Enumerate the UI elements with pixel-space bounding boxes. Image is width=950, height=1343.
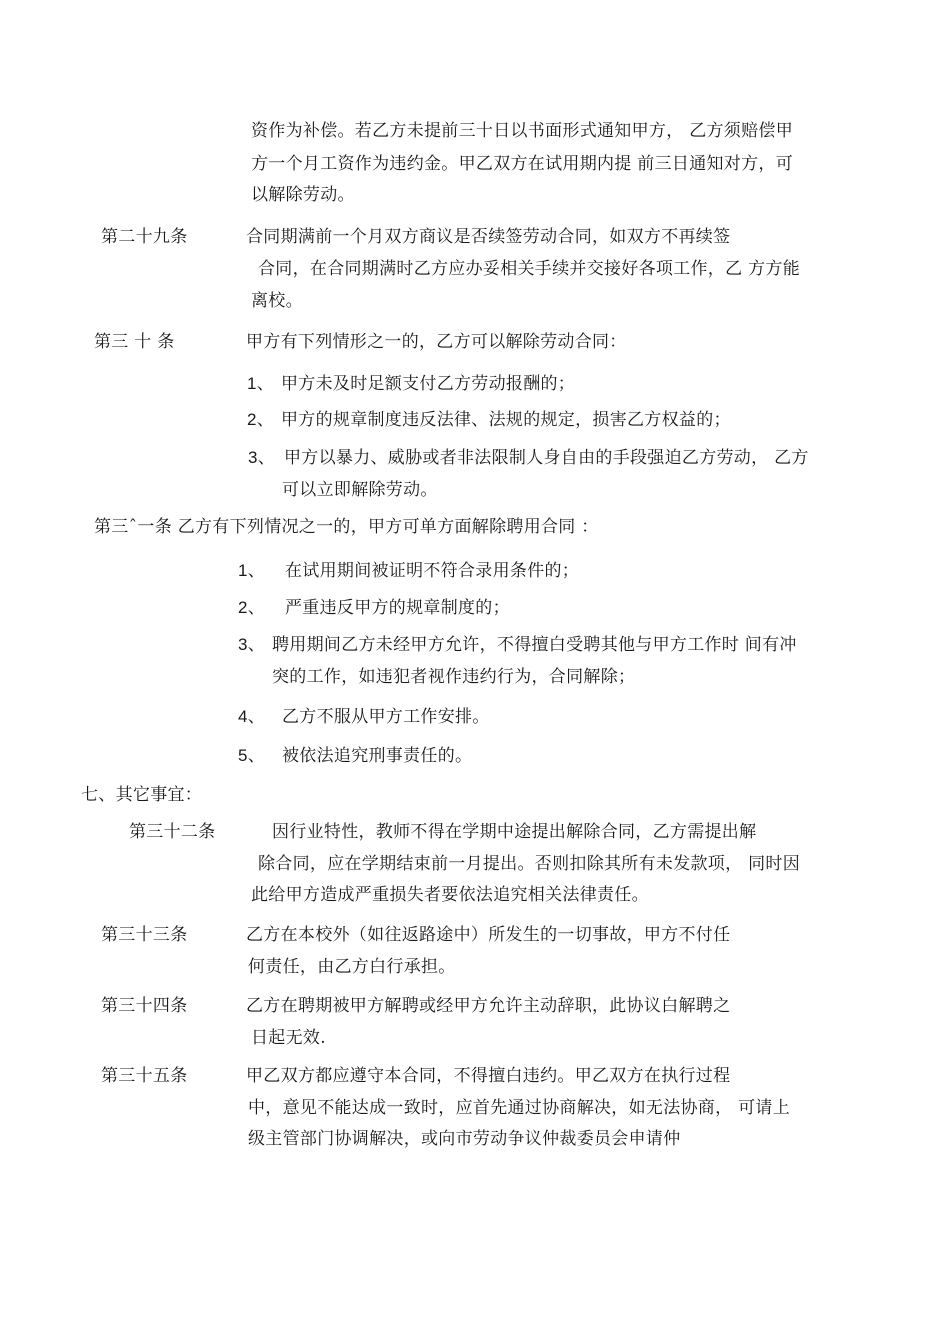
list-item: 被依法追究刑事责任的。 — [282, 746, 473, 766]
article-32-label: 第三十二条 — [129, 822, 216, 842]
list-item: 严重违反甲方的规章制度的； — [285, 598, 510, 618]
list-number: 1、 — [247, 374, 275, 393]
paragraph-line: 级主管部门协调解决，或向市劳动争议仲裁委员会申请仲 — [248, 1129, 681, 1149]
list-item: 聘用期间乙方未经甲方允许，不得擅白受聘其他与甲方工作时 间有冲 — [272, 635, 797, 655]
paragraph-line: 中，意见不能达成一致时，应首先通过协商解决，如无法协商， 可请上 — [248, 1098, 791, 1118]
list-number: 3、 — [248, 448, 276, 467]
list-number: 2、 — [238, 598, 266, 617]
paragraph-line: 离校。 — [251, 291, 303, 311]
article-29-label: 第二十九条 — [101, 227, 188, 247]
paragraph-line: 此给甲方造成严重损失者要依法追究相关法律责任。 — [251, 885, 649, 905]
article-33-label: 第三十三条 — [101, 925, 188, 945]
paragraph-line: 合同期满前一个月双方商议是否续签劳动合同，如双方不再续签 — [246, 227, 731, 247]
list-number: 1、 — [238, 561, 266, 580]
paragraph-line: 何责任，由乙方白行承担。 — [248, 957, 456, 977]
paragraph-line: 合同，在合同期满时乙方应办妥相关手续并交接好各项工作，乙 方方能 — [258, 259, 801, 279]
section-heading: 七、其它事宜： — [81, 785, 203, 805]
list-item: 可以立即解除劳动。 — [282, 480, 438, 500]
paragraph-line: 乙方在聘期被甲方解聘或经甲方允许主动辞职，此协议白解聘之 — [246, 996, 731, 1016]
article-30-label: 第三 十 条 — [94, 332, 175, 352]
list-item: 甲方未及时足额支付乙方劳动报酬的； — [281, 374, 576, 394]
paragraph-line: 日起无效. — [251, 1028, 326, 1048]
list-number: 3、 — [238, 635, 266, 654]
paragraph-line: 甲乙双方都应遵守本合同，不得擅白违约。甲乙双方在执行过程 — [246, 1066, 731, 1086]
paragraph-line: 以解除劳动。 — [251, 185, 355, 205]
list-item: 乙方不服从甲方工作安排。 — [282, 707, 490, 727]
list-item: 甲方的规章制度违反法律、法规的规定，损害乙方权益的； — [281, 410, 731, 430]
paragraph-line: 除合同，应在学期结束前一月提出。否则扣除其所有未发款项， 同时因 — [258, 854, 801, 874]
list-number: 5、 — [238, 746, 266, 765]
paragraph-line: 资作为补偿。若乙方未提前三十日以书面形式通知甲方， 乙方须赔偿甲 — [251, 121, 794, 141]
article-31-heading: 第三ˆ一条 乙方有下列情况之一的，甲方可单方面解除聘用合同 ： — [94, 517, 599, 537]
paragraph-line: 甲方有下列情形之一的，乙方可以解除劳动合同： — [246, 332, 627, 352]
paragraph-line: 因行业特性，教师不得在学期中途提出解除合同，乙方需提出解 — [272, 822, 757, 842]
list-item: 甲方以暴力、威胁或者非法限制人身自由的手段强迫乙方劳动， 乙方 — [284, 448, 809, 468]
list-item: 突的工作，如违犯者视作违约行为，合同解除； — [272, 667, 636, 687]
paragraph-line: 方一个月工资作为违约金。甲乙双方在试用期内提 前三日通知对方，可 — [251, 154, 794, 174]
list-number: 2、 — [247, 410, 275, 429]
article-34-label: 第三十四条 — [101, 996, 188, 1016]
article-35-label: 第三十五条 — [101, 1066, 188, 1086]
list-item: 在试用期间被证明不符合录用条件的； — [285, 561, 580, 581]
paragraph-line: 乙方在本校外（如往返路途中）所发生的一切事故，甲方不付任 — [246, 925, 731, 945]
list-number: 4、 — [238, 707, 266, 726]
